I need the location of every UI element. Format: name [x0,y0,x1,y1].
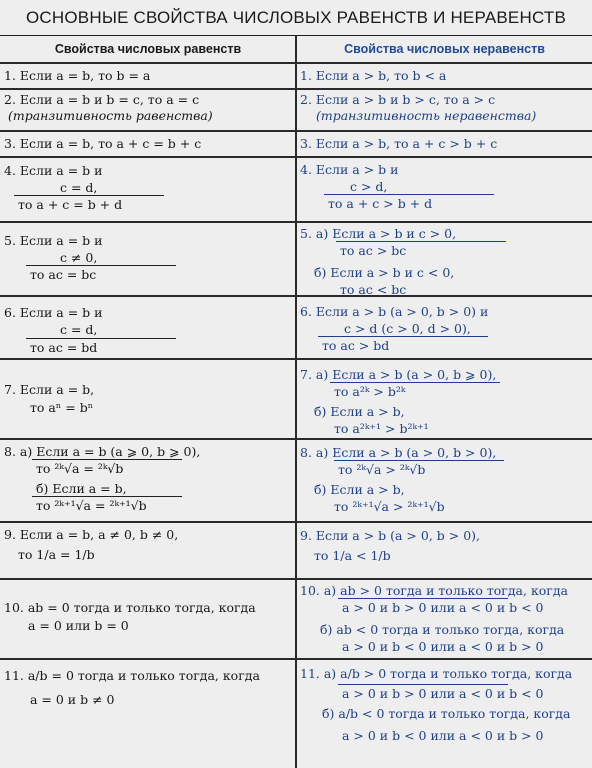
property-line: то 1/a = 1/b [18,547,95,562]
property-line: то ac > bc [340,243,407,258]
fraction-rule [26,265,176,266]
property-line: 8. а) Если a = b (a ⩾ 0, b ⩾ 0), [4,444,201,459]
property-line: 9. Если a > b (a > 0, b > 0), [300,528,480,543]
equality-property-4 [4,156,292,221]
property-line: то a + c > b + d [328,196,433,211]
property-line: б) Если a = b, [36,481,127,496]
inequality-property-11 [300,658,588,768]
property-line: a > 0 и b < 0 или a < 0 и b > 0 [342,728,544,743]
property-line: б) Если a > b, [314,404,405,419]
property-line: то ac = bc [30,267,97,282]
property-line: б) Если a > b и c < 0, [314,265,455,280]
fraction-rule [338,684,508,685]
inequality-property-9 [300,521,588,578]
inequality-property-10 [300,578,588,658]
property-line: 6. Если a = b и [4,305,103,320]
property-line: 7. Если a = b, [4,382,95,397]
inequality-property-1 [300,62,588,88]
property-line: 2. Если a > b и b > c, то a > c [300,92,496,107]
fraction-rule [338,598,508,599]
fraction-rule [14,195,164,196]
property-line: 8. а) Если a > b (a > 0, b > 0), [300,445,497,460]
property-line: 4. Если a > b и [300,162,399,177]
page-title: ОСНОВНЫЕ СВОЙСТВА ЧИСЛОВЫХ РАВЕНСТВ И НЕРАВЕНСТВ [0,0,592,36]
property-line: a = 0 или b = 0 [28,618,129,633]
property-line: (транзитивность равенства) [8,108,213,123]
equality-property-2 [4,88,292,130]
equality-property-6 [4,295,292,358]
inequality-property-5 [300,221,588,295]
property-line: то aⁿ = bⁿ [30,400,94,415]
property-line: 1. Если a = b, то b = a [4,68,151,83]
property-line: 11. а) a/b > 0 тогда и только тогда, когда [300,666,573,681]
property-line: c = d, [60,180,98,195]
property-line: то 1/a < 1/b [314,548,391,563]
property-line: б) Если a > b, [314,482,405,497]
fraction-rule [330,382,500,383]
property-line: (транзитивность неравенства) [316,108,537,123]
property-line: 7. а) Если a > b (a > 0, b ⩾ 0), [300,367,497,382]
property-line: 10. а) ab > 0 тогда и только тогда, когда [300,583,568,598]
fraction-rule [26,338,176,339]
inequality-property-2 [300,88,588,130]
property-line: 5. Если a = b и [4,233,103,248]
equality-property-1 [4,62,292,88]
equality-property-11 [4,658,292,768]
property-line: 6. Если a > b (a > 0, b > 0) и [300,304,489,319]
property-line: a > 0 и b < 0 или a < 0 и b > 0 [342,639,544,654]
inequality-property-6 [300,295,588,358]
equality-property-10 [4,578,292,658]
fraction-rule [324,194,494,195]
property-line: б) a/b < 0 тогда и только тогда, когда [322,706,571,721]
property-line: то a + c = b + d [18,197,123,212]
property-line: то ac < bc [340,282,407,297]
property-line: то ac = bd [30,340,98,355]
fraction-rule [336,241,506,242]
equality-property-9 [4,521,292,578]
property-line: то ²ᵏ√a > ²ᵏ√b [338,462,426,477]
property-line: 3. Если a > b, то a + c > b + c [300,136,498,151]
property-line: то a²ᵏ > b²ᵏ [334,384,406,399]
property-line: 10. ab = 0 тогда и только тогда, когда [4,600,256,615]
property-line: 2. Если a = b и b = c, то a = c [4,92,200,107]
property-line: б) ab < 0 тогда и только тогда, когда [320,622,565,637]
equality-property-5 [4,221,292,295]
fraction-rule [32,496,182,497]
property-line: то a²ᵏ⁺¹ > b²ᵏ⁺¹ [334,421,429,436]
property-line: c ≠ 0, [60,250,98,265]
equality-property-8 [4,438,292,521]
property-line: то ²ᵏ⁺¹√a > ²ᵏ⁺¹√b [334,499,445,514]
property-line: 3. Если a = b, то a + c = b + c [4,136,202,151]
property-line: то ²ᵏ√a = ²ᵏ√b [36,461,124,476]
property-line: c = d, [60,322,98,337]
fraction-rule [32,459,182,460]
property-line: a > 0 и b > 0 или a < 0 и b < 0 [342,600,544,615]
property-line: 5. а) Если a > b и c > 0, [300,226,457,241]
inequality-property-4 [300,156,588,221]
header-inequalities: Свойства числовых неравенств [344,42,545,56]
property-line: то ²ᵏ⁺¹√a = ²ᵏ⁺¹√b [36,498,147,513]
property-line: то ac > bd [322,338,390,353]
property-line: 1. Если a > b, то b < a [300,68,447,83]
fraction-rule [318,336,488,337]
fraction-rule [334,460,504,461]
equality-property-3 [4,130,292,156]
equality-property-7 [4,358,292,438]
inequality-property-3 [300,130,588,156]
property-line: c > d, [350,179,388,194]
property-line: c > d (c > 0, d > 0), [344,321,471,336]
property-line: a > 0 и b > 0 или a < 0 и b < 0 [342,686,544,701]
property-line: 11. a/b = 0 тогда и только тогда, когда [4,668,260,683]
inequality-property-8 [300,438,588,521]
property-line: a = 0 и b ≠ 0 [30,692,115,707]
property-line: 4. Если a = b и [4,163,103,178]
property-line: 9. Если a = b, a ≠ 0, b ≠ 0, [4,527,179,542]
inequality-property-7 [300,358,588,438]
header-equalities: Свойства числовых равенств [54,42,242,56]
